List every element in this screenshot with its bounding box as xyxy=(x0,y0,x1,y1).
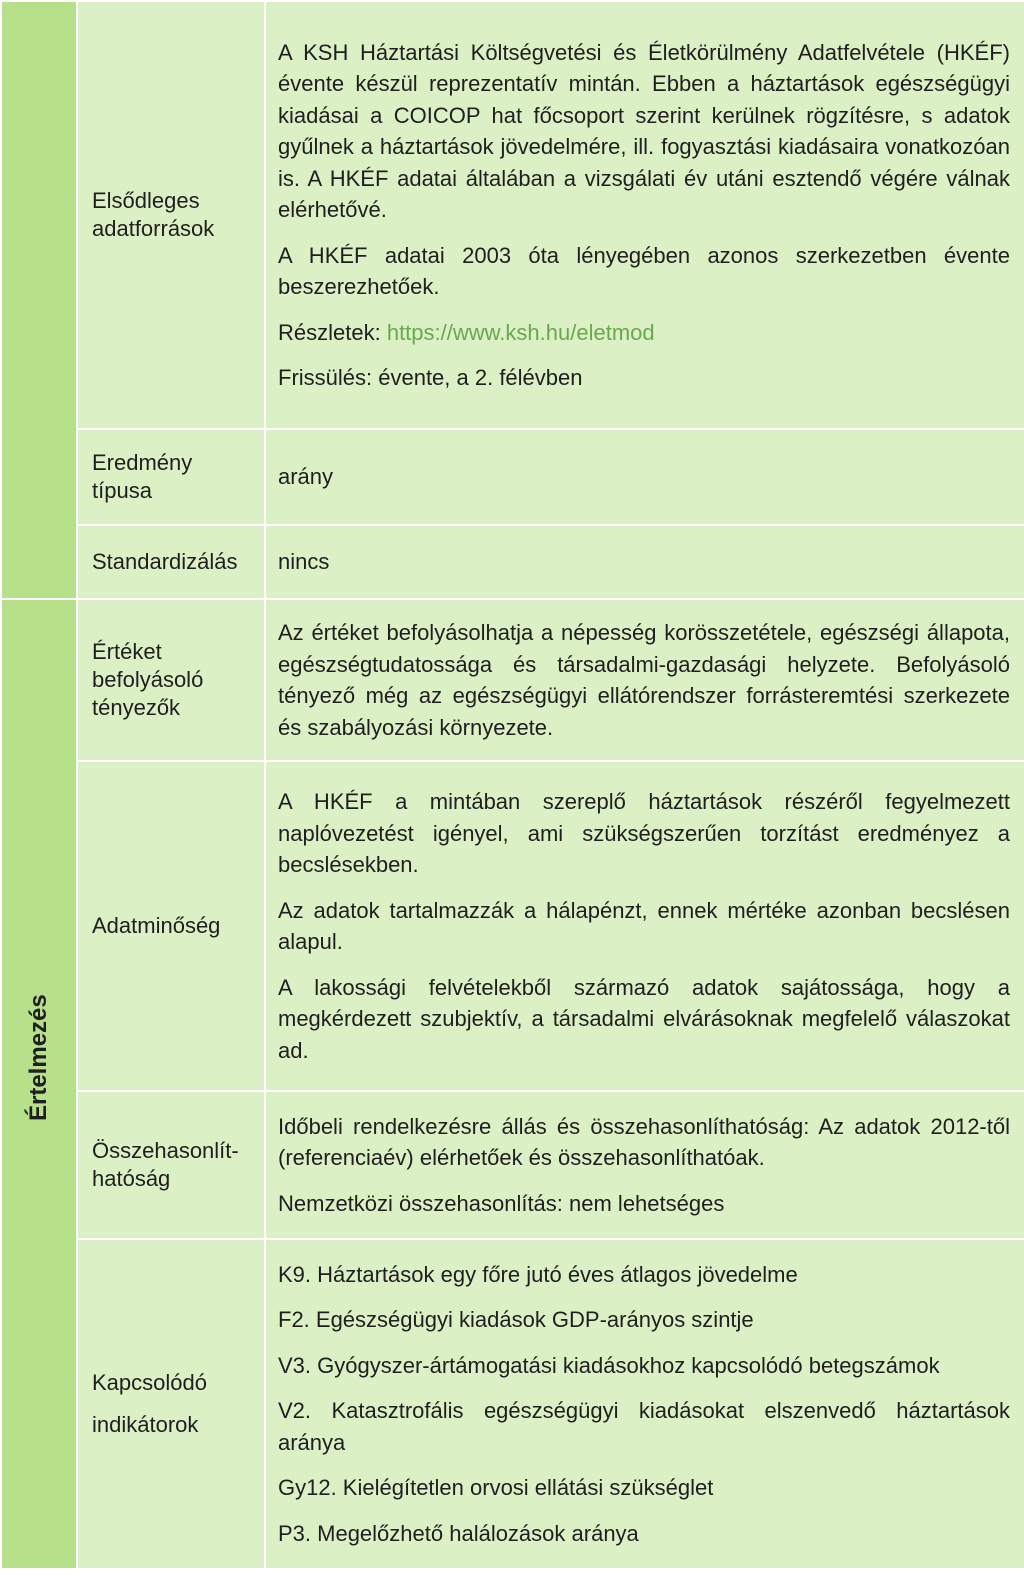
row-standardization xyxy=(1,525,1024,599)
row-comparability xyxy=(1,1091,1024,1239)
row-result-type xyxy=(1,429,1024,525)
value-result-type: arány xyxy=(265,429,1024,525)
related-indicator-item: V3. Gyógyszer-ártámogatási kiadásokhoz kapcsolódó betegszámok xyxy=(278,1352,940,1378)
related-indicator-item: Gy12. Kielégítetlen orvosi ellátási szükséglet xyxy=(278,1475,714,1501)
update-frequency: Frissülés: évente, a 2. félévben xyxy=(278,365,583,390)
related-indicator-item: V2. Katasztrofális egészségügyi kiadásokat elszenvedő háztartások aránya xyxy=(278,1398,1010,1455)
details-line xyxy=(278,317,1010,349)
section-band-interpretation xyxy=(1,599,77,1569)
section-title-interpretation: Értelmezés xyxy=(25,994,52,1121)
value-primary-sources xyxy=(265,1,1024,429)
label-standardization: Standardizálás xyxy=(77,525,265,599)
primary-sources-description: A KSH Háztartási Költségvetési és Életkörülmény Adatfelvétele (HKÉF) évente készül reprezentatív mintán. Ebben a háztartások egészségügyi kiadásai a COICOP hat főcsoport szerint kerülnek rögzítésre, s adatok gyűlnek a háztartások jövedelmére, ill. fogyasztási kiadásaira vonatkozóan is. A HKÉF adatai általában a vizsgálati év utáni esztendő végére válnak elérhetővé. xyxy=(278,39,1010,222)
section-band-top xyxy=(1,1,77,599)
value-influencing-factors xyxy=(265,599,1024,761)
comparability-p1: Időbeli rendelkezésre állás és összehasonlíthatóság: Az adatok 2012-től (referenciaév) elérhetőek és összehasonlíthatóak. xyxy=(278,1113,1010,1171)
value-standardization: nincs xyxy=(265,525,1024,599)
row-influencing-factors xyxy=(1,599,1024,761)
related-indicator-item: F2. Egészségügyi kiadások GDP-arányos szintje xyxy=(278,1307,754,1333)
value-data-quality xyxy=(265,761,1024,1091)
comparability-p2: Nemzetközi összehasonlítás: nem lehetséges xyxy=(278,1190,725,1216)
details-label: Részletek: xyxy=(278,319,387,345)
data-quality-p3: A lakossági felvételekből származó adatok sajátossága, hogy a megkérdezett szubjektív, a társadalmi elvárásoknak megfelelő válaszokat ad. xyxy=(278,974,1010,1063)
details-link[interactable]: https://www.ksh.hu/eletmod xyxy=(386,319,655,345)
label-data-quality: Adatminőség xyxy=(77,761,265,1091)
related-indicator-item: P3. Megelőzhető halálozások aránya xyxy=(278,1520,639,1546)
primary-sources-availability: A HKÉF adatai 2003 óta lényegében azonos szerkezetben évente beszerezhetőek. xyxy=(278,242,1010,299)
row-primary-sources xyxy=(1,1,1024,429)
label-primary-sources: Elsődleges adatforrások xyxy=(77,1,265,429)
influencing-factors-text: Az értéket befolyásolhatja a népesség korösszetétele, egészségi állapota, egészségtudatossága és társadalmi-gazdasági helyzete. Befolyásoló tényező még az egészségügyi ellátórendszer forrásteremtési szerkezete és szabályozási környezete. xyxy=(278,620,1010,740)
row-related-indicators xyxy=(1,1239,1024,1569)
label-related-line2: indikátorok xyxy=(92,1412,199,1437)
label-influencing-factors: Értéket befolyásoló tényezők xyxy=(77,599,265,761)
label-related-indicators xyxy=(77,1239,265,1569)
related-indicator-item: K9. Háztartások egy főre jutó éves átlagos jövedelme xyxy=(278,1261,798,1287)
label-related-line1: Kapcsolódó xyxy=(92,1370,207,1395)
value-related-indicators xyxy=(265,1239,1024,1569)
label-result-type: Eredmény típusa xyxy=(77,429,265,525)
data-quality-p2: Az adatok tartalmazzák a hálapénzt, ennek mértéke azonban becslésen alapul. xyxy=(278,897,1010,954)
value-comparability xyxy=(265,1091,1024,1239)
row-data-quality xyxy=(1,761,1024,1091)
data-quality-p1: A HKÉF a mintában szereplő háztartások részéről fegyelmezett naplóvezetést igényel, ami szükségszerűen torzítást eredményez a becslésekben. xyxy=(278,789,1010,877)
label-comparability: Összehasonlít-hatóság xyxy=(77,1091,265,1239)
